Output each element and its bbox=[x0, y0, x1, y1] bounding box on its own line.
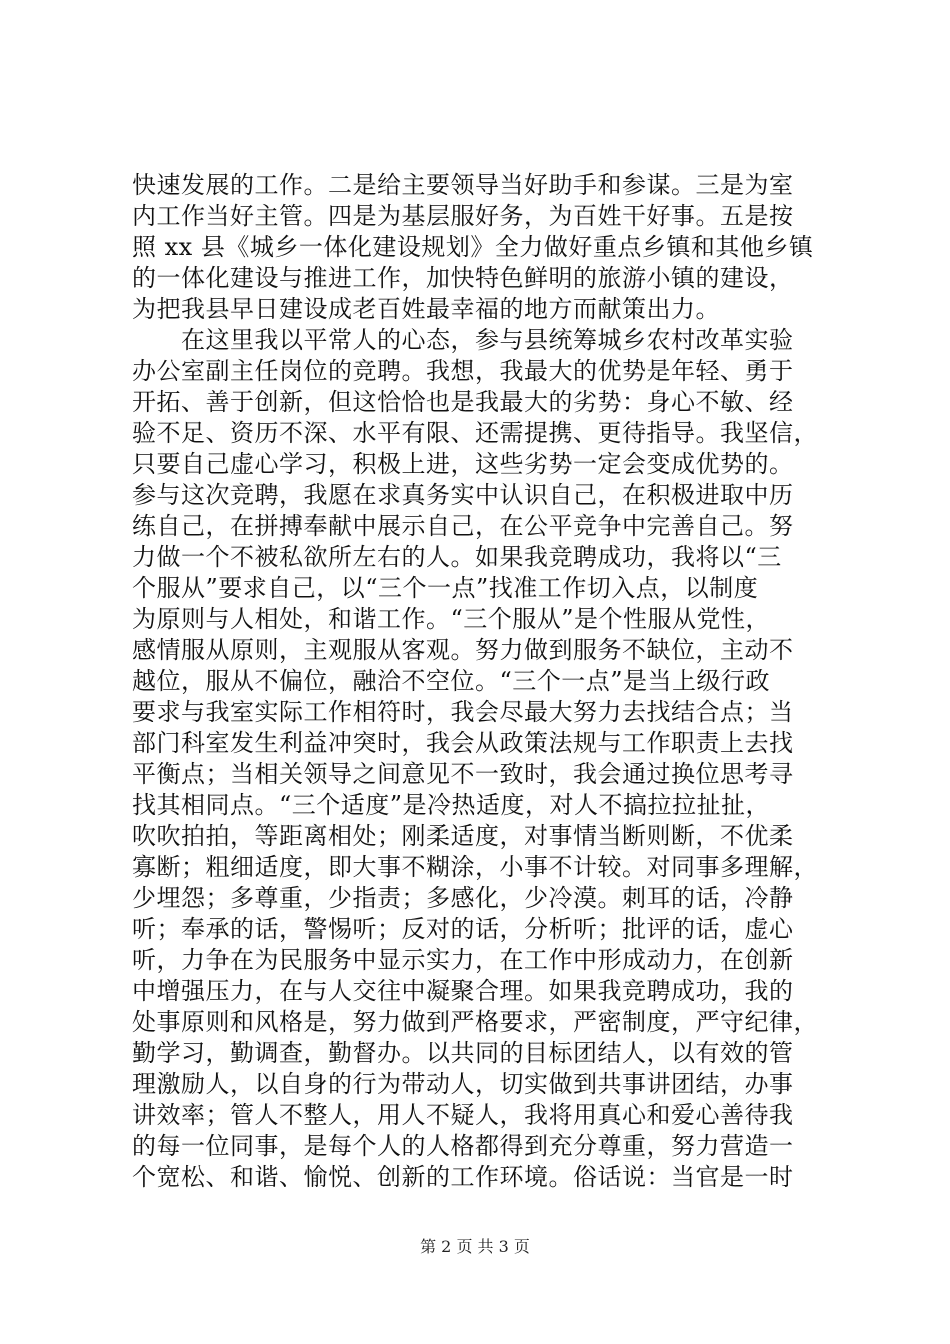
text-line: 验不足、资历不深、水平有限、还需提携、更待指导。我坚信， bbox=[132, 419, 818, 447]
text-line: 快速发展的工作。二是给主要领导当好助手和参谋。三是为室 bbox=[132, 171, 794, 199]
text-line: 讲效率；管人不整人，用人不疑人，我将用真心和爱心善待我 bbox=[132, 1101, 794, 1129]
text-line: 平衡点；当相关领导之间意见不一致时，我会通过换位思考寻 bbox=[132, 760, 794, 788]
text-line: 为原则与人相处，和谐工作。“三个服从”是个性服从党性， bbox=[132, 605, 771, 633]
text-line: 只要自己虚心学习，积极上进，这些劣势一定会变成优势的。 bbox=[132, 450, 794, 478]
text-line: 勤学习，勤调查，勤督办。以共同的目标团结人，以有效的管 bbox=[132, 1039, 794, 1067]
text-line: 理激励人，以自身的行为带动人，切实做到共事讲团结，办事 bbox=[132, 1070, 794, 1098]
text-line: 越位，服从不偏位，融洽不空位。“三个一点”是当上级行政 bbox=[132, 667, 771, 695]
text-line: 的一体化建设与推进工作，加快特色鲜明的旅游小镇的建设， bbox=[132, 264, 794, 292]
text-line: 在这里我以平常人的心态，参与县统筹城乡农村改革实验 bbox=[132, 326, 794, 354]
text-line: 力做一个不被私欲所左右的人。如果我竞聘成功，我将以“三 bbox=[132, 543, 782, 571]
text-line: 听；奉承的话，警惕听；反对的话，分析听；批评的话，虚心 bbox=[132, 915, 794, 943]
text-line: 寡断；粗细适度，即大事不糊涂，小事不计较。对同事多理解， bbox=[132, 853, 818, 881]
text-line: 吹吹拍拍，等距离相处；刚柔适度，对事情当断则断，不优柔 bbox=[132, 822, 794, 850]
body-text bbox=[132, 170, 832, 1193]
text-line: 处事原则和风格是，努力做到严格要求，严密制度，严守纪律， bbox=[132, 1008, 818, 1036]
text-line: 少埋怨；多尊重，少指责；多感化，少冷漠。刺耳的话，冷静 bbox=[132, 884, 794, 912]
text-line: 内工作当好主管。四是为基层服好务，为百姓干好事。五是按 bbox=[132, 202, 794, 230]
text-line: 感情服从原则，主观服从客观。努力做到服务不缺位，主动不 bbox=[132, 636, 794, 664]
text-line: 听，力争在为民服务中显示实力，在工作中形成动力，在创新 bbox=[132, 946, 794, 974]
text-line: 照 xx 县《城乡一体化建设规划》全力做好重点乡镇和其他乡镇 bbox=[132, 233, 814, 261]
text-line: 办公室副主任岗位的竞聘。我想，我最大的优势是年轻、勇于 bbox=[132, 357, 794, 385]
text-line: 为把我县早日建设成老百姓最幸福的地方而献策出力。 bbox=[132, 295, 720, 323]
text-line: 要求与我室实际工作相符时，我会尽最大努力去找结合点；当 bbox=[132, 698, 794, 726]
text-line: 参与这次竞聘，我愿在求真务实中认识自己，在积极进取中历 bbox=[132, 481, 794, 509]
text-line: 开拓、善于创新，但这恰恰也是我最大的劣势：身心不敏、经 bbox=[132, 388, 794, 416]
text-line: 找其相同点。“三个适度”是冷热适度，对人不搞拉拉扯扯， bbox=[132, 791, 771, 819]
text-line: 个服从”要求自己，以“三个一点”找准工作切入点，以制度 bbox=[132, 574, 759, 602]
text-line: 的每一位同事，是每个人的人格都得到充分尊重，努力营造一 bbox=[132, 1132, 794, 1160]
text-line: 部门科室发生利益冲突时，我会从政策法规与工作职责上去找 bbox=[132, 729, 794, 757]
text-line: 练自己，在拼搏奉献中展示自己，在公平竞争中完善自己。努 bbox=[132, 512, 794, 540]
text-line: 中增强压力，在与人交往中凝聚合理。如果我竞聘成功，我的 bbox=[132, 977, 794, 1005]
text-line: 个宽松、和谐、愉悦、创新的工作环境。俗话说：当官是一时 bbox=[132, 1163, 794, 1191]
page-footer: 第 2 页 共 3 页 bbox=[420, 1237, 530, 1256]
